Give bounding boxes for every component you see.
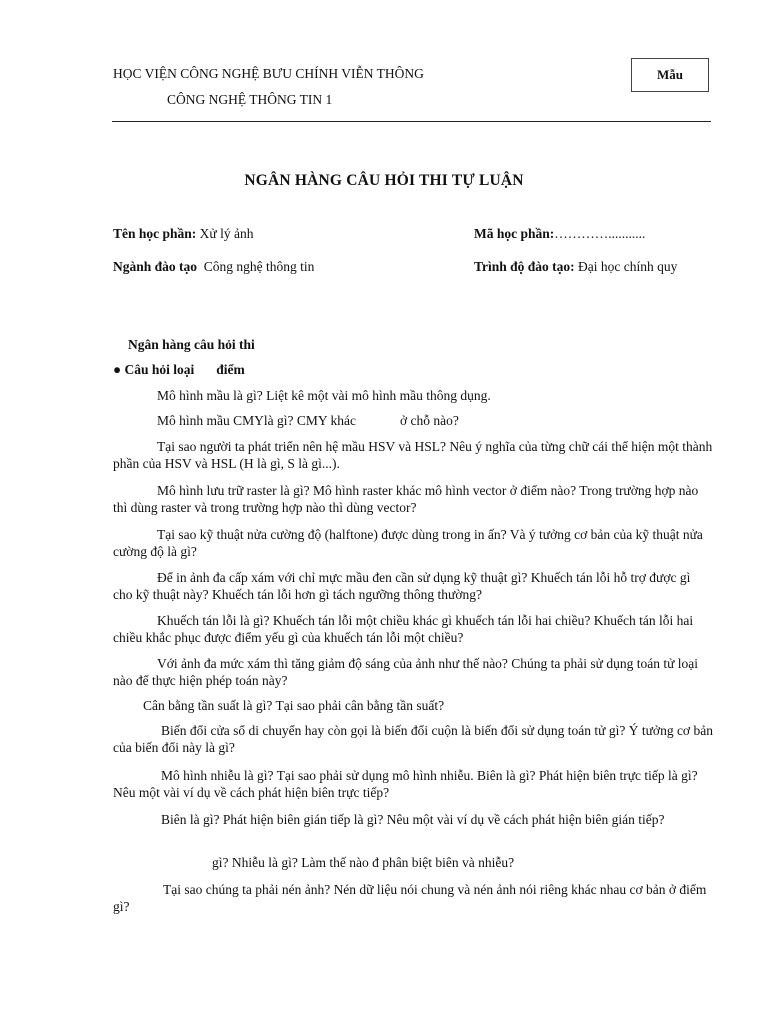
training-level-value: Đại học chính quy (574, 259, 678, 274)
question-8: Với ảnh đa mức xám thì tăng giảm độ sáng của ảnh như thế nào? Chúng ta phải sử dụng toán tử loại nào để thực hiện phép toán này? (113, 656, 699, 688)
form-template-box (631, 58, 709, 92)
question-2-part-b: ở chỗ nào? (399, 413, 459, 428)
course-name (113, 226, 253, 242)
training-level (474, 259, 677, 275)
question-12: Biên là gì? Phát hiện biên gián tiếp là gì? Nêu một vài ví dụ về cách phát hiện biên gián tiếp? (161, 812, 665, 827)
question-10: Biến đổi cửa sổ di chuyển hay còn gọi là biến đổi cuộn là biến đổi sử dụng toán tử gì? Ý tưởng cơ bản của biến đổi này là gì? (113, 723, 713, 755)
department-name: CÔNG NGHỆ THÔNG TIN 1 (167, 92, 333, 107)
major (113, 259, 314, 275)
section-heading: Ngân hàng câu hỏi thi (128, 337, 255, 352)
course-code-label: Mã học phần: (474, 226, 555, 241)
question-2 (113, 412, 713, 429)
question-11: Mô hình nhiễu là gì? Tại sao phải sử dụng mô hình nhiễu. Biên là gì? Phát hiện biên trực tiếp là gì? Nêu một vài ví dụ về cách phát hiện biên trực tiếp? (113, 768, 698, 800)
question-5: Tại sao kỹ thuật nửa cường độ (halftone) được dùng trong in ấn? Và ý tưởng cơ bản của kỹ thuật nửa cường độ là gì? (113, 527, 703, 559)
training-level-label: Trình độ đào tạo: (474, 259, 575, 274)
question-type-points: điểm (216, 362, 245, 377)
question-7: Khuếch tán lỗi là gì? Khuếch tán lỗi một chiều khác gì khuếch tán lỗi hai chiều? Khuếch tán lỗi hai chiều khắc phục được điểm yếu gì của khuếch tán lỗi một chiều? (113, 613, 694, 645)
question-2-part-a: Mô hình mầu CMYlà gì? CMY khác (157, 413, 356, 428)
question-3: Tại sao người ta phát triển nên hệ mầu HSV và HSL? Nêu ý nghĩa của từng chữ cái thể hiện một thành phần của HSV và HSL (H là gì, S là gì...). (113, 439, 713, 471)
major-value: Công nghệ thông tin (197, 259, 315, 274)
document-title: NGÂN HÀNG CÂU HỎI THI TỰ LUẬN (244, 172, 524, 189)
course-code-value: …………........... (554, 226, 646, 241)
question-6: Để in ảnh đa cấp xám với chỉ mực mầu đen cần sử dụng kỹ thuật gì? Khuếch tán lỗi hỗ trợ được gì cho kỹ thuật này? Khuếch tán lỗi hơn gì tách ngưỡng thông thường? (113, 570, 691, 602)
course-name-label: Tên học phần: (113, 226, 197, 241)
question-14: Tại sao chúng ta phải nén ảnh? Nén dữ liệu nói chung và nén ảnh nói riêng khác nhau cơ bản ở điểm gì? (113, 882, 707, 914)
course-name-value: Xử lý ảnh (196, 226, 254, 241)
question-9: Cân bằng tần suất là gì? Tại sao phải cân bằng tần suất? (143, 698, 445, 713)
major-label: Ngành đào tạo (113, 259, 198, 274)
question-type-line (113, 362, 245, 378)
question-13: gì? Nhiễu là gì? Làm thế nào đ phân biệt biên và nhiễu? (212, 855, 515, 870)
question-4: Mô hình lưu trữ raster là gì? Mô hình raster khác mô hình vector ở điểm nào? Trong trường hợp nào thì dùng raster và trong trường hợp nào thì dùng vector? (113, 483, 699, 515)
course-code (474, 226, 645, 242)
institution-name: HỌC VIỆN CÔNG NGHỆ BƯU CHÍNH VIỄN THÔNG (113, 66, 424, 81)
header-divider (112, 121, 711, 122)
question-type-label: ● Câu hỏi loại (113, 362, 195, 377)
question-1: Mô hình mầu là gì? Liệt kê một vài mô hình mầu thông dụng. (157, 388, 491, 403)
form-template-label: Mẫu (657, 67, 683, 82)
